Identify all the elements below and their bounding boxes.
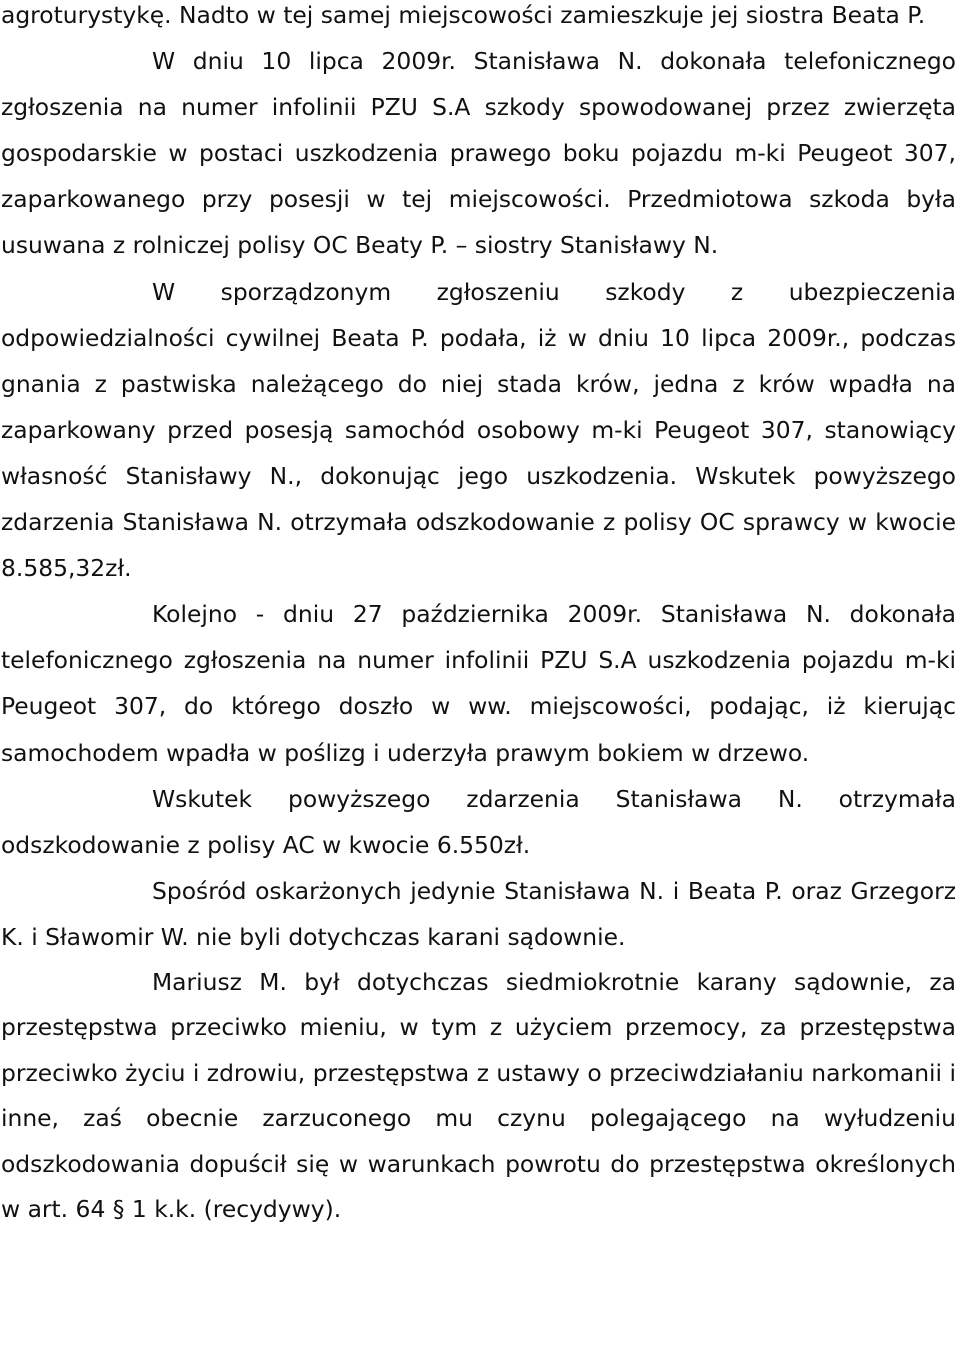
paragraph-3: W sporządzonym zgłoszeniu szkody z ubezpieczenia odpowiedzialności cywilnej Beata P. podała, iż w dniu 10 lipca 2009r., podczas gnania z pastwiska należącego do niej stada krów, jedna z krów wpadła na zaparkowany przed posesją samochód osobowy m-ki Peugeot 307, stanowiący własność Stanisławy N., dokonując jego uszkodzenia. Wskutek powyższego zdarzenia Stanisława N. otrzymała odszkodowanie z polisy OC sprawcy w kwocie 8.585,32zł. <box>1 277 956 583</box>
paragraph-6: Spośród oskarżonych jedynie Stanisława N. i Beata P. oraz Grzegorz K. i Sławomir W. nie byli dotychczas karani sądownie. <box>1 876 956 951</box>
paragraph-4: Kolejno - dniu 27 października 2009r. Stanisława N. dokonała telefonicznego zgłoszenia na numer infolinii PZU S.A uszkodzenia pojazdu m-ki Peugeot 307, do którego doszło w ww. miejscowości, podając, iż kierując samochodem wpadła w poślizg i uderzyła prawym bokiem w drzewo. <box>1 600 956 767</box>
document-page <box>1 0 956 1232</box>
paragraph-5: Wskutek powyższego zdarzenia Stanisława N. otrzymała odszkodowanie z polisy AC w kwocie 6.550zł. <box>1 784 956 859</box>
paragraph-1: agroturystykę. Nadto w tej samej miejscowości zamieszkuje jej siostra Beata P. <box>1 1 926 29</box>
paragraph-7: Mariusz M. był dotychczas siedmiokrotnie karany sądownie, za przestępstwa przeciwko mieniu, w tym z użyciem przemocy, za przestępstwa przeciwko życiu i zdrowiu, przestępstwa z ustawy o przeciwdziałaniu narkomanii i inne, zaś obecnie zarzuconego mu czynu polegającego na wyłudzeniu odszkodowania dopuścił się w warunkach powrotu do przestępstwa określonych w art. 64 § 1 k.k. (recydywy). <box>1 967 956 1223</box>
paragraph-2: W dniu 10 lipca 2009r. Stanisława N. dokonała telefonicznego zgłoszenia na numer infolinii PZU S.A szkody spowodowanej przez zwierzęta gospodarskie w postaci uszkodzenia prawego boku pojazdu m-ki Peugeot 307, zaparkowanego przy posesji w tej miejscowości. Przedmiotowa szkoda była usuwana z rolniczej polisy OC Beaty P. – siostry Stanisławy N. <box>1 47 956 260</box>
